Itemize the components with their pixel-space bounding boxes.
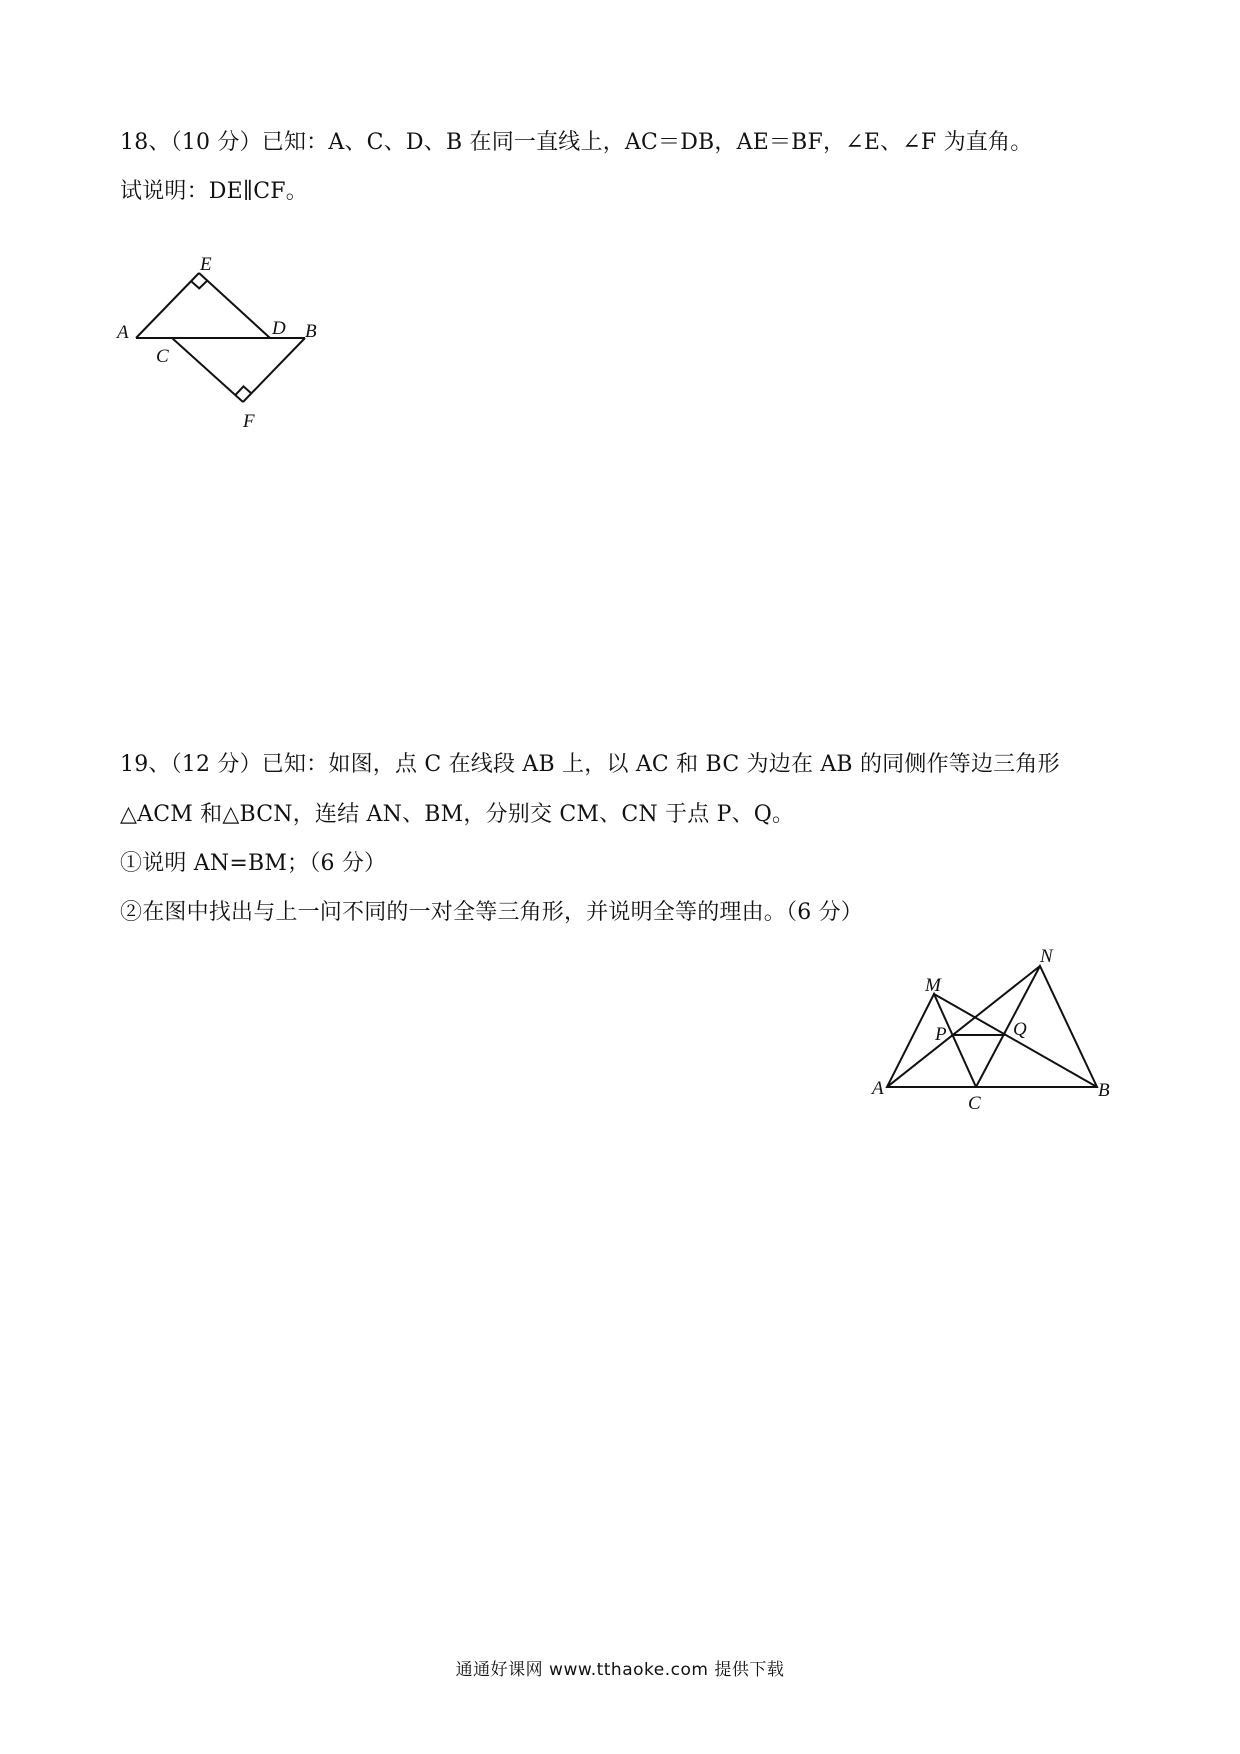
triangle-bcn: [976, 966, 1097, 1087]
label-d: D: [272, 318, 286, 339]
label-p: P: [935, 1024, 947, 1045]
label-a: A: [117, 322, 129, 343]
label-c: C: [968, 1093, 981, 1114]
segment-cf: [172, 338, 243, 402]
label-m: M: [925, 975, 941, 996]
problem-18-question: 试说明：DE∥CF。: [120, 179, 308, 204]
label-e: E: [200, 254, 212, 275]
footer-credit: 通通好课网 www.tthaoke.com 提供下载: [455, 1660, 785, 1680]
label-q: Q: [1013, 1019, 1027, 1040]
segment-fb: [243, 338, 305, 402]
segment-ae: [136, 273, 199, 338]
label-n: N: [1040, 946, 1053, 967]
problem-19-statement-line-2: △ACM 和△BCN，连结 AN、BM，分别交 CM、CN 于点 P、Q。: [120, 802, 795, 827]
problem-19-question-2: ②在图中找出与上一问不同的一对全等三角形，并说明全等的理由。（6 分）: [120, 900, 863, 925]
label-a: A: [872, 1078, 884, 1099]
problem-19-figure: [860, 935, 1120, 1115]
problem-19-question-1: ①说明 AN=BM；（6 分）: [120, 851, 387, 876]
right-angle-mark-e: [192, 280, 208, 288]
segment-bm: [934, 994, 1097, 1087]
label-c: C: [156, 346, 169, 367]
label-b: B: [305, 321, 317, 342]
right-angle-mark-f: [235, 386, 251, 395]
problem-19-statement-line-1: 19、（12 分）已知：如图，点 C 在线段 AB 上，以 AC 和 BC 为边在 AB 的同侧作等边三角形: [120, 752, 1060, 777]
segment-ed: [199, 273, 270, 338]
triangle-acm: [887, 994, 976, 1087]
label-b: B: [1098, 1080, 1110, 1101]
problem-18-figure: [110, 250, 330, 440]
label-f: F: [243, 411, 255, 432]
problem-18-statement: 18、（10 分）已知：A、C、D、B 在同一直线上，AC＝DB，AE＝BF，∠E、∠F 为直角。: [120, 130, 1033, 155]
